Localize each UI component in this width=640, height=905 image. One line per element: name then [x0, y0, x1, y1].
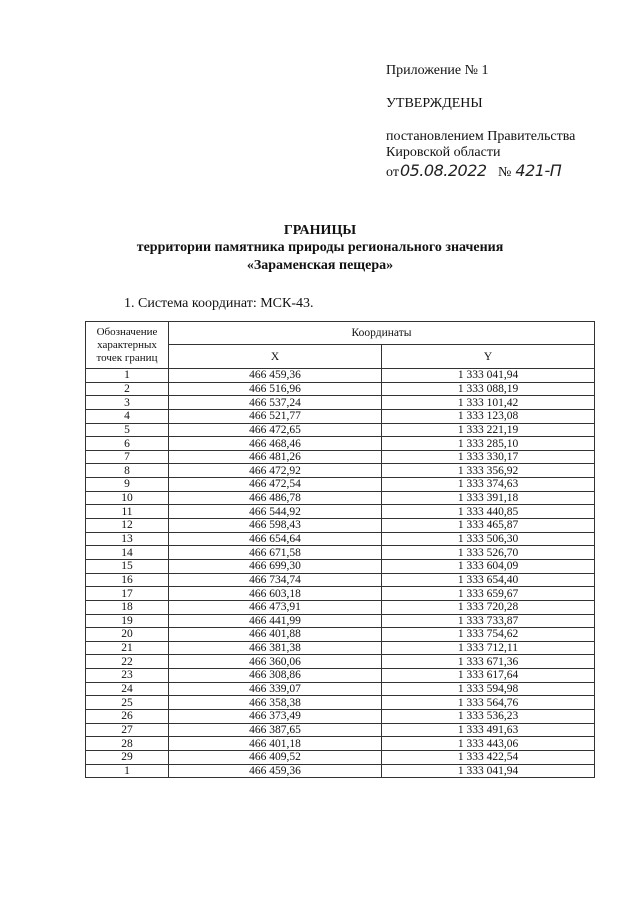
x-coordinate-cell: 466 598,43: [169, 519, 382, 533]
x-coordinate-cell: 466 387,65: [169, 723, 382, 737]
y-coordinate-cell: 1 333 330,17: [382, 450, 595, 464]
y-coordinate-cell: 1 333 285,10: [382, 437, 595, 451]
table-row: [86, 546, 595, 560]
y-coordinate-cell: 1 333 041,94: [382, 369, 595, 383]
document-title: ГРАНИЦЫ: [283, 223, 357, 238]
handwritten-number: 421-П: [515, 161, 562, 180]
y-coordinate-cell: 1 333 506,30: [382, 532, 595, 546]
y-coordinate-cell: 1 333 356,92: [382, 464, 595, 478]
header-coordinates: Координаты: [169, 322, 595, 345]
y-coordinate-cell: 1 333 594,98: [382, 682, 595, 696]
point-number-cell: 10: [86, 491, 169, 505]
object-name: «Зараменская пещера»: [246, 258, 394, 273]
point-number-cell: 8: [86, 464, 169, 478]
point-number-cell: 17: [86, 587, 169, 601]
y-coordinate-cell: 1 333 221,19: [382, 423, 595, 437]
x-coordinate-cell: 466 401,88: [169, 628, 382, 642]
y-coordinate-cell: 1 333 526,70: [382, 546, 595, 560]
point-number-cell: 22: [86, 655, 169, 669]
point-number-cell: 27: [86, 723, 169, 737]
x-coordinate-cell: 466 603,18: [169, 587, 382, 601]
point-number-cell: 19: [86, 614, 169, 628]
approved-label: УТВЕРЖДЕНЫ: [386, 96, 483, 111]
coordinates-table: [85, 321, 595, 778]
table-row: [86, 437, 595, 451]
y-coordinate-cell: 1 333 720,28: [382, 600, 595, 614]
x-coordinate-cell: 466 537,24: [169, 396, 382, 410]
point-number-cell: 4: [86, 409, 169, 423]
point-number-cell: 12: [86, 519, 169, 533]
point-number-cell: 14: [86, 546, 169, 560]
table-row: [86, 600, 595, 614]
x-coordinate-cell: 466 699,30: [169, 559, 382, 573]
header-x: X: [169, 345, 382, 369]
y-coordinate-cell: 1 333 443,06: [382, 737, 595, 751]
x-coordinate-cell: 466 459,36: [169, 764, 382, 778]
point-number-cell: 25: [86, 696, 169, 710]
table-row: [86, 505, 595, 519]
header-y: Y: [382, 345, 595, 369]
y-coordinate-cell: 1 333 391,18: [382, 491, 595, 505]
x-coordinate-cell: 466 441,99: [169, 614, 382, 628]
table-row: [86, 710, 595, 724]
table-row: [86, 532, 595, 546]
point-number-cell: 29: [86, 750, 169, 764]
table-row: [86, 478, 595, 492]
y-coordinate-cell: 1 333 659,67: [382, 587, 595, 601]
table-row: [86, 750, 595, 764]
point-number-cell: 16: [86, 573, 169, 587]
table-row: [86, 669, 595, 683]
table-row: [86, 573, 595, 587]
x-coordinate-cell: 466 401,18: [169, 737, 382, 751]
x-coordinate-cell: 466 472,65: [169, 423, 382, 437]
table-row: [86, 696, 595, 710]
y-coordinate-cell: 1 333 564,76: [382, 696, 595, 710]
x-coordinate-cell: 466 358,38: [169, 696, 382, 710]
y-coordinate-cell: 1 333 712,11: [382, 641, 595, 655]
table-row: [86, 587, 595, 601]
table-row: [86, 491, 595, 505]
x-coordinate-cell: 466 339,07: [169, 682, 382, 696]
table-row: [86, 519, 595, 533]
y-coordinate-cell: 1 333 491,63: [382, 723, 595, 737]
region-line: Кировской области: [386, 145, 501, 160]
y-coordinate-cell: 1 333 654,40: [382, 573, 595, 587]
point-number-cell: 5: [86, 423, 169, 437]
x-coordinate-cell: 466 473,91: [169, 600, 382, 614]
y-coordinate-cell: 1 333 671,36: [382, 655, 595, 669]
y-coordinate-cell: 1 333 536,23: [382, 710, 595, 724]
y-coordinate-cell: 1 333 422,54: [382, 750, 595, 764]
table-row: [86, 382, 595, 396]
table-row: [86, 723, 595, 737]
handwritten-date: 05.08.2022: [399, 161, 487, 180]
point-number-cell: 28: [86, 737, 169, 751]
point-number-cell: 18: [86, 600, 169, 614]
y-coordinate-cell: 1 333 101,42: [382, 396, 595, 410]
point-number-cell: 2: [86, 382, 169, 396]
table-row: [86, 464, 595, 478]
y-coordinate-cell: 1 333 088,19: [382, 382, 595, 396]
x-coordinate-cell: 466 654,64: [169, 532, 382, 546]
point-number-cell: 24: [86, 682, 169, 696]
x-coordinate-cell: 466 544,92: [169, 505, 382, 519]
from-label: от: [386, 165, 399, 180]
x-coordinate-cell: 466 481,26: [169, 450, 382, 464]
x-coordinate-cell: 466 472,92: [169, 464, 382, 478]
table-row: [86, 409, 595, 423]
date-number-line: [386, 163, 561, 181]
point-number-cell: 15: [86, 559, 169, 573]
coordinate-system: 1. Система координат: МСК-43.: [124, 296, 314, 311]
table-row: [86, 396, 595, 410]
table-row: [86, 614, 595, 628]
x-coordinate-cell: 466 308,86: [169, 669, 382, 683]
x-coordinate-cell: 466 373,49: [169, 710, 382, 724]
header-point: Обозначение характерных точек границ: [86, 322, 169, 369]
point-number-cell: 21: [86, 641, 169, 655]
x-coordinate-cell: 466 486,78: [169, 491, 382, 505]
point-number-cell: 7: [86, 450, 169, 464]
table-row: [86, 655, 595, 669]
y-coordinate-cell: 1 333 041,94: [382, 764, 595, 778]
number-label: №: [498, 165, 512, 180]
y-coordinate-cell: 1 333 440,85: [382, 505, 595, 519]
table-row: [86, 682, 595, 696]
y-coordinate-cell: 1 333 733,87: [382, 614, 595, 628]
x-coordinate-cell: 466 459,36: [169, 369, 382, 383]
point-number-cell: 23: [86, 669, 169, 683]
document-subtitle: территории памятника природы регионального значения: [136, 240, 504, 255]
table-row: [86, 450, 595, 464]
table-row: [86, 423, 595, 437]
point-number-cell: 1: [86, 369, 169, 383]
appendix-number: Приложение № 1: [386, 63, 489, 78]
table-row: [86, 369, 595, 383]
point-number-cell: 26: [86, 710, 169, 724]
y-coordinate-cell: 1 333 123,08: [382, 409, 595, 423]
x-coordinate-cell: 466 360,06: [169, 655, 382, 669]
point-number-cell: 20: [86, 628, 169, 642]
y-coordinate-cell: 1 333 465,87: [382, 519, 595, 533]
table-body: [86, 369, 595, 778]
table-row: [86, 737, 595, 751]
y-coordinate-cell: 1 333 374,63: [382, 478, 595, 492]
x-coordinate-cell: 466 734,74: [169, 573, 382, 587]
table-row: [86, 764, 595, 778]
x-coordinate-cell: 466 468,46: [169, 437, 382, 451]
table-row: [86, 559, 595, 573]
point-number-cell: 1: [86, 764, 169, 778]
y-coordinate-cell: 1 333 604,09: [382, 559, 595, 573]
table-row: [86, 628, 595, 642]
resolution-line: постановлением Правительства: [386, 129, 576, 144]
y-coordinate-cell: 1 333 754,62: [382, 628, 595, 642]
x-coordinate-cell: 466 671,58: [169, 546, 382, 560]
x-coordinate-cell: 466 381,38: [169, 641, 382, 655]
point-number-cell: 3: [86, 396, 169, 410]
x-coordinate-cell: 466 472,54: [169, 478, 382, 492]
point-number-cell: 13: [86, 532, 169, 546]
x-coordinate-cell: 466 521,77: [169, 409, 382, 423]
point-number-cell: 11: [86, 505, 169, 519]
x-coordinate-cell: 466 516,96: [169, 382, 382, 396]
y-coordinate-cell: 1 333 617,64: [382, 669, 595, 683]
point-number-cell: 6: [86, 437, 169, 451]
table-row: [86, 641, 595, 655]
point-number-cell: 9: [86, 478, 169, 492]
x-coordinate-cell: 466 409,52: [169, 750, 382, 764]
